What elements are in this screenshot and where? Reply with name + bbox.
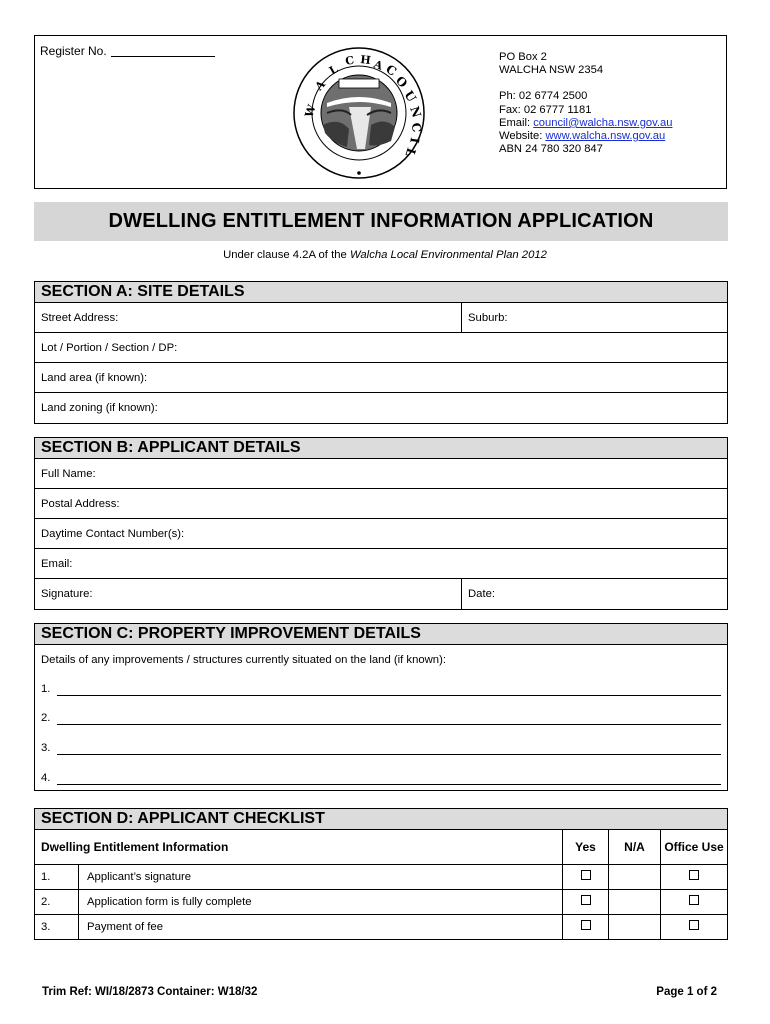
- full-name-field[interactable]: Full Name:: [41, 468, 96, 480]
- full-name-row: [35, 459, 727, 489]
- page-number: Page 1 of 2: [656, 986, 717, 998]
- section-a-heading: SECTION A: SITE DETAILS: [35, 282, 727, 303]
- street-suburb-row: [35, 303, 727, 333]
- email-link[interactable]: council@walcha.nsw.gov.au: [533, 116, 673, 129]
- col-item-header: Dwelling Entitlement Information: [35, 830, 563, 865]
- street-address-field[interactable]: Street Address:: [35, 303, 462, 332]
- line-number: 2.: [41, 712, 51, 724]
- svg-text:I: I: [407, 136, 422, 145]
- council-seal-logo: [287, 45, 431, 181]
- town: WALCHA NSW 2354: [499, 64, 604, 77]
- email-label: Email:: [499, 116, 531, 129]
- improvement-line-3[interactable]: [41, 742, 721, 758]
- section-d-applicant-checklist: [34, 808, 728, 940]
- email-row: [35, 549, 727, 579]
- daytime-contact-row: [35, 519, 727, 549]
- yes-checkbox[interactable]: [563, 865, 609, 890]
- po-box: PO Box 2: [499, 51, 547, 63]
- line-number: 3.: [41, 742, 51, 754]
- improvement-line-1[interactable]: [41, 683, 721, 699]
- applicant-email-field[interactable]: Email:: [41, 558, 73, 570]
- section-b-heading: SECTION B: APPLICANT DETAILS: [35, 438, 727, 459]
- checklist-header-row: [35, 830, 727, 865]
- row-item: Payment of fee: [79, 915, 563, 940]
- date-field[interactable]: Date:: [468, 588, 496, 600]
- abn: ABN 24 780 320 847: [499, 143, 603, 156]
- svg-text:W: W: [302, 103, 319, 119]
- line-number: 1.: [41, 683, 51, 695]
- section-b-applicant-details: [34, 437, 728, 610]
- table-row: [35, 915, 727, 940]
- svg-text:C: C: [409, 122, 424, 133]
- suburb-field[interactable]: Suburb:: [468, 312, 508, 324]
- na-cell: [609, 865, 661, 890]
- register-label: Register No.: [40, 44, 107, 58]
- council-contact-details: [499, 51, 672, 156]
- section-d-heading: SECTION D: APPLICANT CHECKLIST: [35, 809, 727, 830]
- col-na-header: N/A: [609, 830, 661, 865]
- lot-field[interactable]: Lot / Portion / Section / DP:: [41, 342, 178, 354]
- col-yes-header: Yes: [563, 830, 609, 865]
- website-label: Website:: [499, 130, 543, 143]
- row-item: Application form is fully complete: [79, 890, 563, 915]
- table-row: [35, 890, 727, 915]
- col-office-header: Office Use: [661, 830, 728, 865]
- land-zoning-row: [35, 393, 727, 423]
- lot-row: [35, 333, 727, 363]
- yes-checkbox[interactable]: [563, 890, 609, 915]
- website-line: [499, 130, 672, 143]
- section-c-property-improvements: [34, 623, 728, 791]
- section-a-site-details: [34, 281, 728, 424]
- office-checkbox[interactable]: [661, 865, 728, 890]
- table-row: [35, 865, 727, 890]
- register-number-field[interactable]: [111, 56, 215, 57]
- svg-text:A: A: [371, 57, 385, 73]
- svg-text:L: L: [402, 146, 419, 159]
- signature-field[interactable]: Signature:: [35, 579, 462, 609]
- svg-text:C: C: [344, 53, 356, 68]
- svg-text:A: A: [312, 77, 328, 94]
- row-number: 3.: [35, 915, 79, 940]
- svg-text:N: N: [407, 104, 424, 120]
- na-cell: [609, 890, 661, 915]
- website-link[interactable]: www.walcha.nsw.gov.au: [545, 130, 666, 143]
- office-checkbox[interactable]: [661, 915, 728, 940]
- postal-address-row: [35, 489, 727, 519]
- land-area-field[interactable]: Land area (if known):: [41, 372, 148, 384]
- row-number: 2.: [35, 890, 79, 915]
- trim-reference: Trim Ref: WI/18/2873 Container: W18/32: [42, 986, 258, 998]
- register-number: [40, 44, 215, 58]
- land-zoning-field[interactable]: Land zoning (if known):: [41, 402, 158, 414]
- improvement-line-4[interactable]: [41, 772, 721, 788]
- section-c-body: [35, 645, 727, 790]
- yes-checkbox[interactable]: [563, 915, 609, 940]
- na-cell: [609, 915, 661, 940]
- daytime-contact-field[interactable]: Daytime Contact Number(s):: [41, 528, 185, 540]
- email-line: [499, 117, 672, 130]
- section-c-heading: SECTION C: PROPERTY IMPROVEMENT DETAILS: [35, 624, 727, 645]
- svg-text:U: U: [401, 88, 419, 105]
- land-area-row: [35, 363, 727, 393]
- row-item: Applicant’s signature: [79, 865, 563, 890]
- improvement-line-2[interactable]: [41, 712, 721, 728]
- form-title: DWELLING ENTITLEMENT INFORMATION APPLICATION: [34, 202, 728, 241]
- signature-date-row: [35, 579, 727, 609]
- row-number: 1.: [35, 865, 79, 890]
- checklist-table: [35, 830, 727, 939]
- postal-address-field[interactable]: Postal Address:: [41, 498, 120, 510]
- office-checkbox[interactable]: [661, 890, 728, 915]
- form-subtitle: [0, 249, 770, 261]
- svg-text:L: L: [327, 62, 341, 78]
- subtitle-prefix: Under clause 4.2A of the: [223, 249, 347, 261]
- svg-text:H: H: [359, 53, 372, 68]
- svg-text:C: C: [383, 61, 400, 79]
- svg-text:O: O: [392, 73, 411, 91]
- line-number: 4.: [41, 772, 51, 784]
- section-c-intro: Details of any improvements / structures currently situated on the land (if known):: [41, 654, 446, 666]
- subtitle-plan: Walcha Local Environmental Plan 2012: [349, 249, 547, 261]
- phone: Ph: 02 6774 2500: [499, 90, 588, 103]
- fax: Fax: 02 6777 1181: [499, 103, 592, 116]
